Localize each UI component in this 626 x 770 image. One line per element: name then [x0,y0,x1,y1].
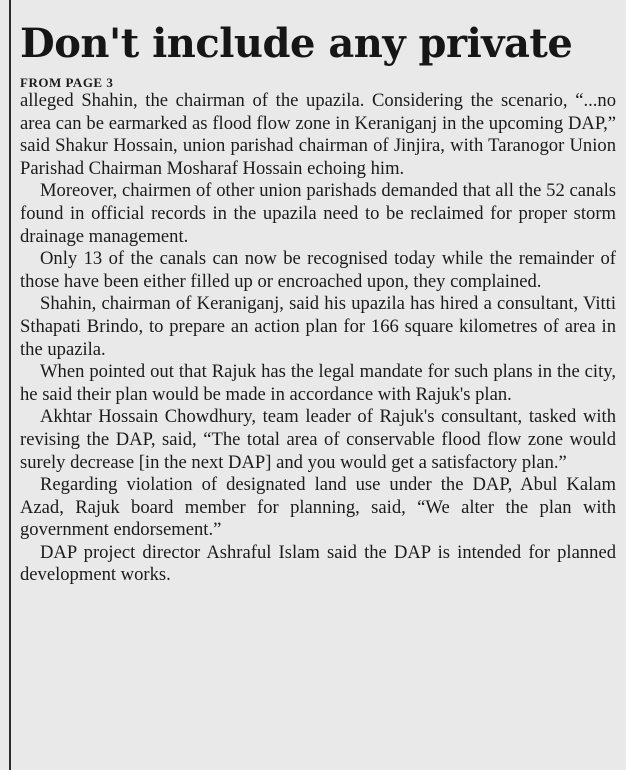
continuation-label: FROM PAGE 3 [20,75,114,90]
paragraph-4: Shahin, chairman of Keraniganj, said his upazila has hired a consultant, Vitti Sthapati Brindo, to prepare an action plan for 166 square kilometres of area in the upazila. [20,293,616,360]
paragraph-5: When pointed out that Rajuk has the legal mandate for such plans in the city, he said their plan would be made in accordance with Rajuk's plan. [20,361,616,405]
paragraph-3: Only 13 of the canals can now be recognised today while the remainder of those have been either filled up or encroached upon, they complained. [20,248,616,292]
paragraph-1: alleged Shahin, the chairman of the upazila. Considering the scenario, “...no area can be earmarked as flood flow zone in Keraniganj in the upcoming DAP,” said Shakur Hossain, union parishad chairman of Jinjira, with Taranogor Union Parishad Chairman Mosharaf Hossain echoing him. [20,90,616,179]
paragraph-6: Akhtar Hossain Chowdhury, team leader of Rajuk's consultant, tasked with revising the DAP, said, “The total area of conservable flood flow zone would surely decrease [in the next DAP] and you would get a satisfactory plan.” [20,406,616,473]
article [20,0,616,587]
paragraph-7: Regarding violation of designated land use under the DAP, Abul Kalam Azad, Rajuk board member for planning, said, “We alter the plan with government endorsement.” [20,474,616,541]
column-rule [9,0,11,770]
headline: Don't include any private [20,20,573,67]
paragraph-8: DAP project director Ashraful Islam said the DAP is intended for planned development works. [20,541,616,586]
article-body [20,90,616,587]
paragraph-2: Moreover, chairmen of other union parishads demanded that all the 52 canals found in official records in the upazila need to be reclaimed for proper storm drainage management. [20,180,616,247]
